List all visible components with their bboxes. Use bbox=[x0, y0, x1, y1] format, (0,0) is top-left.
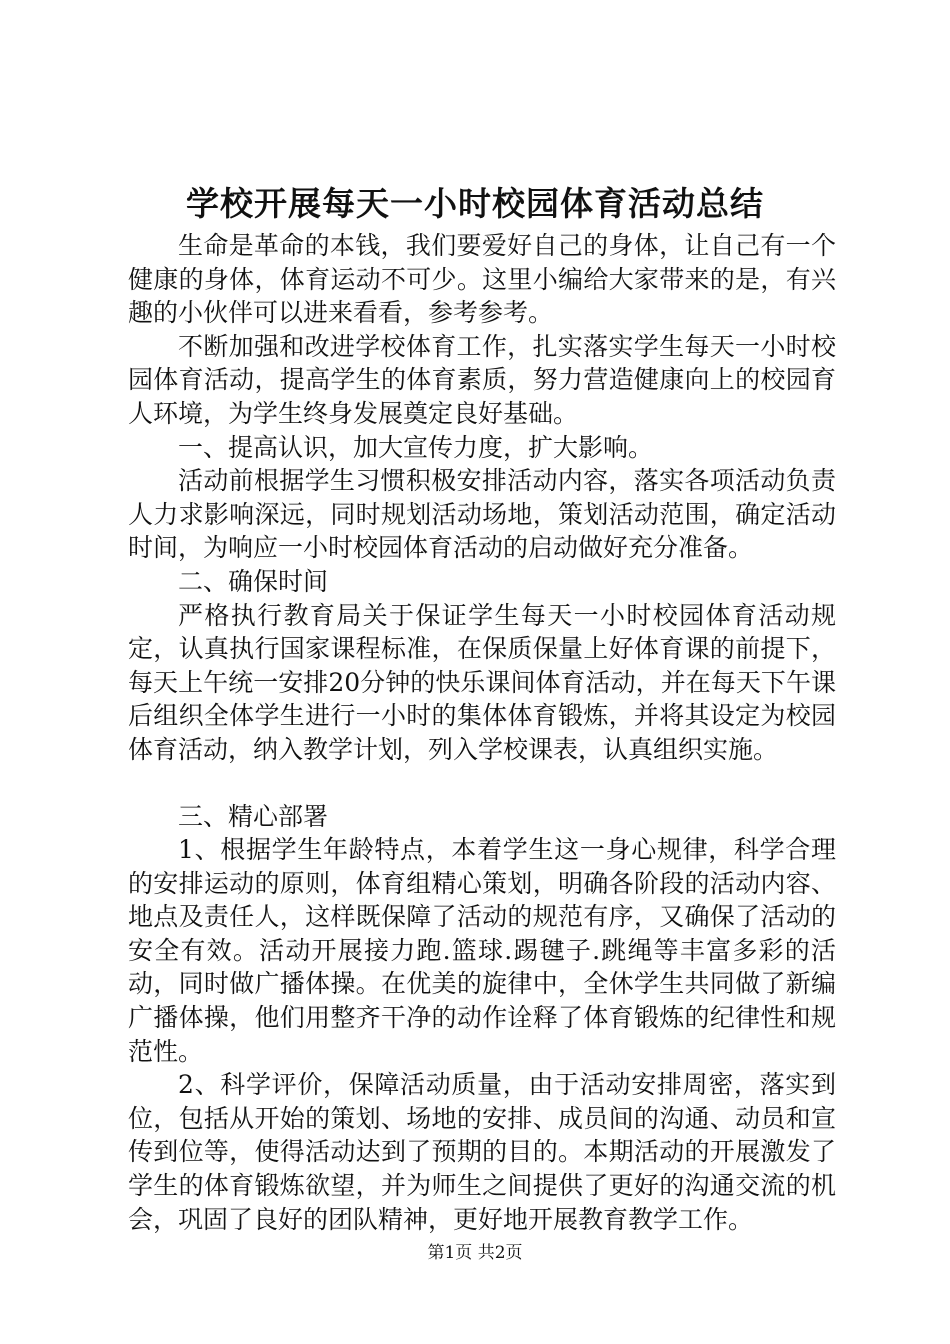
paragraph-section-2: 严格执行教育局关于保证学生每天一小时校园体育活动规定，认真执行国家课程标准，在保质保量上好体育课的前提下，每天上午统一安排20分钟的快乐课间体育活动，并在每天下午课后组织全体学生进行一小时的集体体育锻炼，并将其设定为校园体育活动，纳入教学计划，列入学校课表，认真组织实施。 bbox=[128, 600, 836, 764]
paragraph-spacer bbox=[128, 767, 836, 800]
paragraph-purpose: 不断加强和改进学校体育工作，扎实落实学生每天一小时校园体育活动，提高学生的体育素质，努力营造健康向上的校园育人环境，为学生终身发展奠定良好基础。 bbox=[128, 331, 836, 428]
paragraph-section-3-item-1: 1、根据学生年龄特点，本着学生这一身心规律，科学合理的安排运动的原则，体育组精心策划，明确各阶段的活动内容、地点及责任人，这样既保障了活动的规范有序，又确保了活动的安全有效。活动开展接力跑.篮球.踢毽子.跳绳等丰富多彩的活动，同时做广播体操。在优美的旋律中，全休学生共同做了新编广播体操，他们用整齐干净的动作诠释了体育锻炼的纪律性和规范性。 bbox=[128, 835, 836, 1066]
section-heading-3: 三、精心部署 bbox=[178, 801, 329, 831]
page-number-footer: 第1页 共2页 bbox=[427, 1243, 523, 1263]
section-heading-2: 二、确保时间 bbox=[178, 566, 329, 596]
document-title: 学校开展每天一小时校园体育活动总结 bbox=[186, 184, 764, 223]
section-heading-1: 一、提高认识，加大宣传力度，扩大影响。 bbox=[178, 432, 654, 462]
document-body bbox=[128, 229, 836, 1236]
paragraph-section-1: 活动前根据学生习惯积极安排活动内容，落实各项活动负责人力求影响深远，同时规划活动场地，策划活动范围，确定活动时间，为响应一小时校园体育活动的启动做好充分准备。 bbox=[128, 466, 836, 563]
paragraph-intro: 生命是革命的本钱，我们要爱好自己的身体，让自己有一个健康的身体，体育运动不可少。这里小编给大家带来的是，有兴趣的小伙伴可以进来看看，参考参考。 bbox=[128, 231, 836, 328]
paragraph-section-3-item-2: 2、科学评价，保障活动质量，由于活动安排周密，落实到位，包括从开始的策划、场地的安排、成员间的沟通、动员和宣传到位等，使得活动达到了预期的目的。本期活动的开展激发了学生的体育锻炼欲望，并为师生之间提供了更好的沟通交流的机会，巩固了良好的团队精神，更好地开展教育教学工作。 bbox=[128, 1070, 836, 1234]
